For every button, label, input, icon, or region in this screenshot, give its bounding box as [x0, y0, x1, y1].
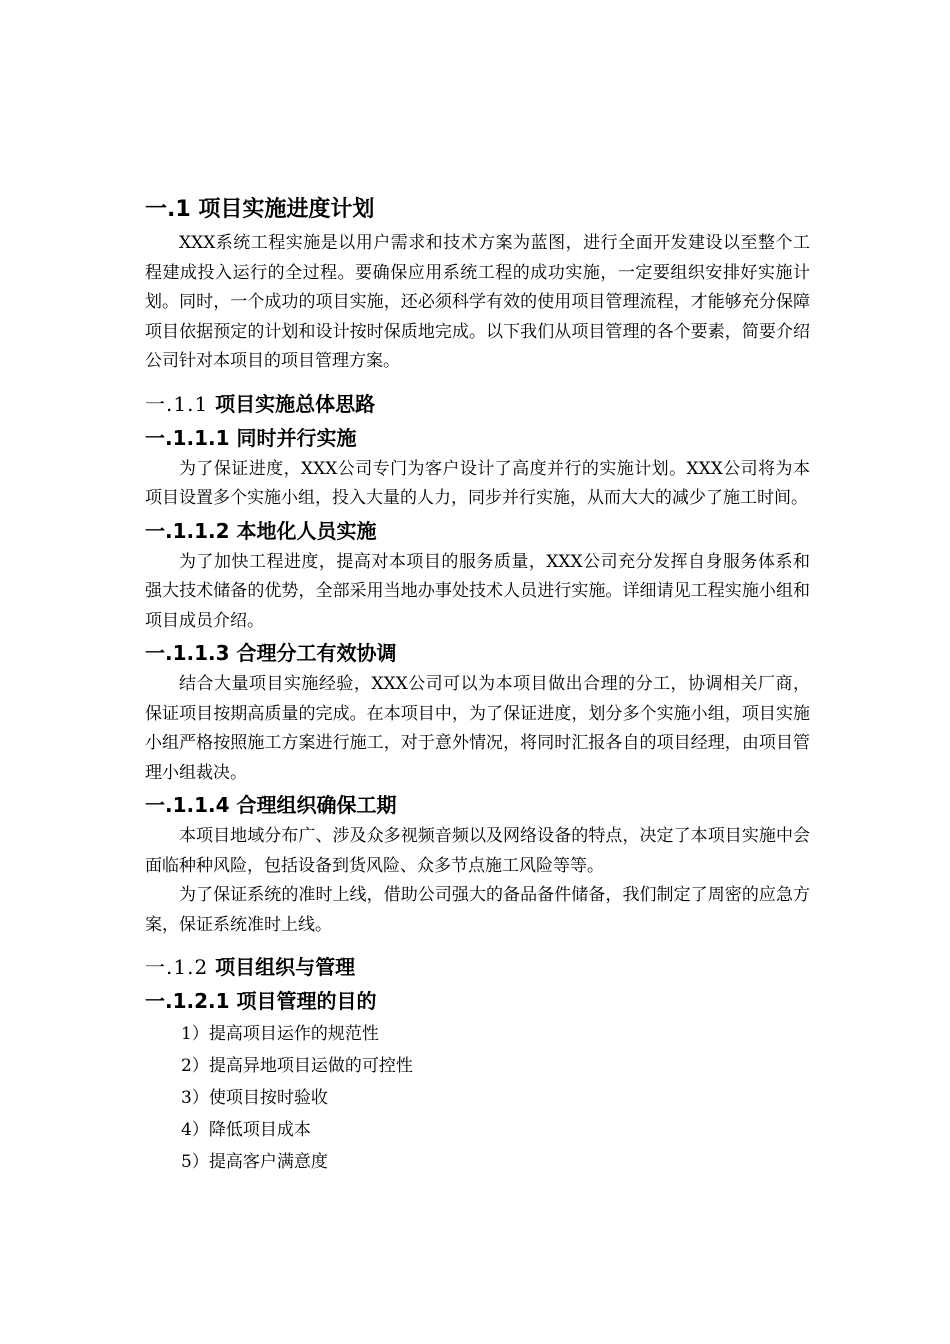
heading-division-coordination: 一.1.1.3 合理分工有效协调 [145, 641, 397, 665]
paragraph-local-staff: 为了加快工程进度，提高对本项目的服务质量，XXX公司充分发挥自身服务体系和强大技术储备的优势，全部采用当地办事处技术人员进行实施。详细请见工程实施小组和项目成员介绍。 [145, 551, 810, 631]
document-body [145, 192, 810, 1178]
intro-paragraph: XXX系统工程实施是以用户需求和技术方案为蓝图，进行全面开发建设以至整个工程建成投入运行的全过程。要确保应用系统工程的成功实施，一定要组织安排好实施计划。同时，一个成功的项目实施，还必须科学有效的使用项目管理流程，才能够充分保障项目依据预定的计划和设计按时保质地完成。以下我们从项目管理的各个要素，简要介绍公司针对本项目的项目管理方案。 [145, 233, 810, 371]
paragraph-schedule-risks: 本项目地域分布广、涉及众多视频音频以及网络设备的特点，决定了本项目实施中会面临种种风险，包括设备到货风险、众多节点施工风险等等。 [145, 826, 810, 876]
list-item: 4）降低项目成本 [181, 1120, 311, 1140]
subsection-title: 项目组织与管理 [215, 955, 356, 979]
heading-parallel-implementation: 一.1.1.1 同时并行实施 [145, 425, 357, 450]
list-item: 2）提高异地项目运做的可控性 [181, 1056, 413, 1076]
heading-schedule-assurance: 一.1.1.4 合理组织确保工期 [145, 793, 397, 817]
heading-local-staff: 一.1.1.2 本地化人员实施 [145, 518, 377, 543]
goals-list [145, 1018, 810, 1178]
subsection-title: 项目实施总体思路 [215, 391, 376, 416]
list-item: 5）提高客户满意度 [181, 1152, 328, 1172]
subsection-number: 一.1.1 [145, 391, 209, 416]
list-item: 1）提高项目运作的规范性 [181, 1024, 379, 1044]
paragraph-division-coordination: 结合大量项目实施经验，XXX公司可以为本项目做出合理的分工，协调相关厂商，保证项目按期高质量的完成。在本项目中，为了保证进度，划分多个实施小组，项目实施小组严格按照施工方案进行施工，对于意外情况，将同时汇报各自的项目经理，由项目管理小组裁决。 [145, 674, 810, 783]
paragraph-contingency-plan: 为了保证系统的准时上线，借助公司强大的备品备件储备，我们制定了周密的应急方案，保证系统准时上线。 [145, 885, 810, 935]
subsection-number: 一.1.2 [145, 955, 209, 979]
section-title: 一.1 项目实施进度计划 [145, 197, 375, 222]
subsection-heading-organization [145, 950, 810, 984]
subsection-heading-overall-approach [145, 387, 810, 421]
paragraph-parallel-implementation: 为了保证进度，XXX公司专门为客户设计了高度并行的实施计划。XXX公司将为本项目设置多个实施小组，投入大量的人力，同步并行实施，从而大大的减少了施工时间。 [145, 458, 810, 508]
heading-management-goals: 一.1.2.1 项目管理的目的 [145, 989, 377, 1013]
list-item: 3）使项目按时验收 [181, 1088, 328, 1108]
